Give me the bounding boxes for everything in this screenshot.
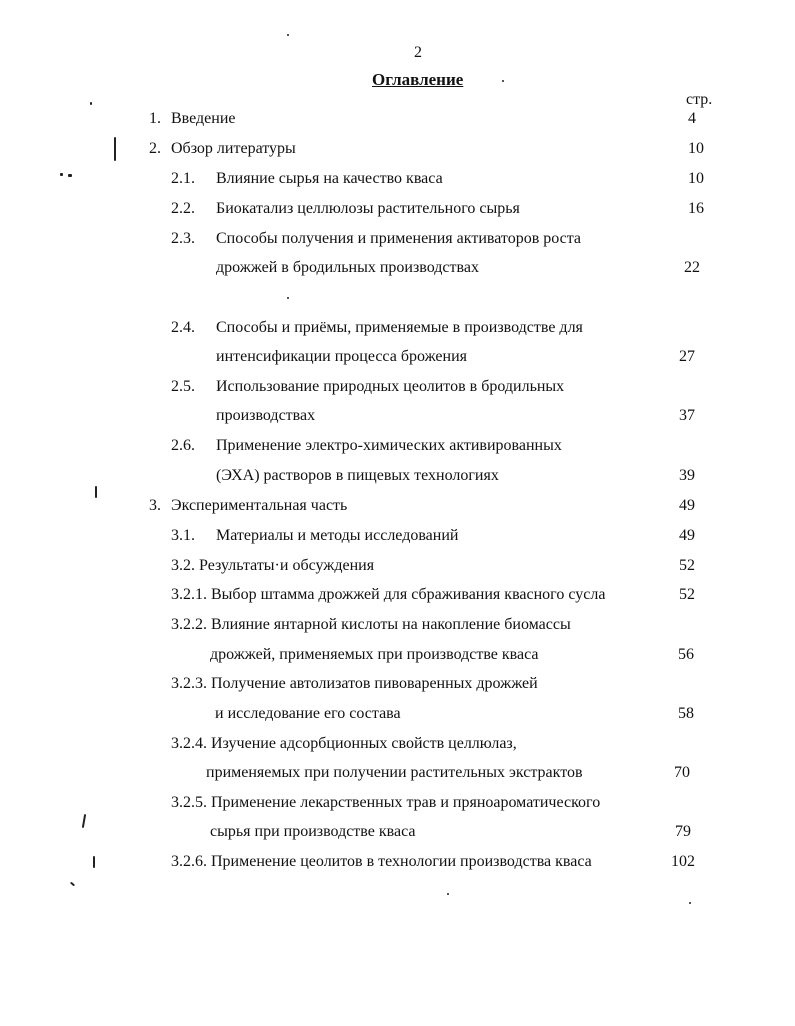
toc-entry-text-continued: (ЭХА) растворов в пищевых технологиях — [216, 467, 499, 484]
toc-entry-page: 39 — [679, 467, 695, 484]
toc-entry-number: 2.6. — [171, 437, 195, 454]
toc-entry-page: 70 — [674, 764, 690, 781]
toc-entry-text: 3.2.5. Применение лекарственных трав и пряноароматического — [171, 794, 601, 811]
toc-entry-text-continued: дрожжей в бродильных производствах — [216, 259, 479, 276]
toc-entry-text: 3.2.2. Влияние янтарной кислоты на накопление биомассы — [171, 616, 571, 633]
toc-entry-number: 3.1. — [171, 527, 195, 544]
toc-entry-page: 102 — [671, 853, 695, 870]
toc-entry-number: 2.4. — [171, 319, 195, 336]
toc-entry-number: 1. — [149, 110, 161, 127]
toc-entry-text-continued: сырья при производстве кваса — [210, 823, 416, 840]
toc-entry-text: Введение — [171, 110, 236, 127]
toc-entry-page: 56 — [678, 646, 694, 663]
toc-entry-text: 3.2.4. Изучение адсорбционных свойств целлюлаз, — [171, 735, 517, 752]
toc-entry-text: 3.2.3. Получение автолизатов пивоваренных дрожжей — [171, 675, 538, 692]
toc-entry-text-continued: применяемых при получении растительных экстрактов — [206, 764, 583, 781]
toc-entry-page: 49 — [679, 527, 695, 544]
toc-entry-page: 10 — [688, 140, 704, 157]
scan-mark — [82, 814, 86, 828]
toc-entry-text-continued: дрожжей, применяемых при производстве кваса — [210, 646, 539, 663]
toc-entry-page: 10 — [688, 170, 704, 187]
scan-mark — [93, 856, 95, 868]
toc-entry-text-continued: производствах — [216, 407, 316, 424]
toc-entry-number: 2.5. — [171, 378, 195, 395]
toc-entry-page: 58 — [678, 705, 694, 722]
toc-entry-page: 4 — [688, 110, 696, 127]
toc-entry-text: Использование природных цеолитов в бродильных — [216, 378, 565, 395]
toc-entry-number: 2.1. — [171, 170, 195, 187]
toc-entry-page: 22 — [684, 259, 700, 276]
toc-entry-page: 16 — [688, 200, 704, 217]
scan-speck — [60, 173, 63, 176]
toc-entry-page: 27 — [679, 348, 695, 365]
toc-entry-page: 37 — [679, 407, 695, 424]
toc-entry-text: Экспериментальная часть — [171, 497, 348, 514]
toc-entry-page: 49 — [679, 497, 695, 514]
toc-entry-text: Материалы и методы исследований — [216, 527, 459, 544]
toc-entry-number: 3. — [149, 497, 161, 514]
scan-speck — [90, 102, 92, 105]
page-column-header: стр. — [686, 91, 713, 108]
toc-entry-text: Применение электро-химических активированных — [216, 437, 562, 454]
scan-speck — [502, 80, 504, 82]
scan-mark — [95, 486, 97, 498]
scan-speck — [287, 34, 289, 36]
page-number: 2 — [414, 44, 422, 61]
toc-entry-number: 2.2. — [171, 200, 195, 217]
scan-speck — [447, 893, 449, 895]
scan-mark — [114, 137, 116, 161]
toc-entry-text: 3.2.6. Применение цеолитов в технологии производства кваса — [171, 853, 592, 870]
toc-entry-page: 52 — [679, 586, 695, 603]
toc-title: Оглавление — [372, 70, 464, 89]
toc-entry-text: 3.2.1. Выбор штамма дрожжей для сбраживания квасного сусла — [171, 586, 606, 603]
toc-entry-page: 79 — [675, 823, 691, 840]
toc-entry-text-continued: интенсификации процесса брожения — [216, 348, 467, 365]
scan-speck — [287, 297, 289, 299]
scan-speck — [689, 902, 691, 904]
scan-speck — [68, 174, 72, 177]
toc-entry-text: Способы и приёмы, применяемые в производстве для — [216, 319, 583, 336]
toc-entry-page: 52 — [679, 557, 695, 574]
toc-entry-text: 3.2. Результаты·и обсуждения — [171, 557, 375, 574]
toc-entry-text: Влияние сырья на качество кваса — [216, 170, 443, 187]
scan-speck — [70, 882, 75, 887]
toc-entry-text: Биокатализ целлюлозы растительного сырья — [216, 200, 520, 217]
toc-entry-number: 2.3. — [171, 230, 195, 247]
toc-entry-number: 2. — [149, 140, 161, 157]
toc-entry-text: Способы получения и применения активаторов роста — [216, 230, 582, 247]
toc-entry-text-continued: и исследование его состава — [215, 705, 401, 722]
toc-entry-text: Обзор литературы — [171, 140, 296, 157]
